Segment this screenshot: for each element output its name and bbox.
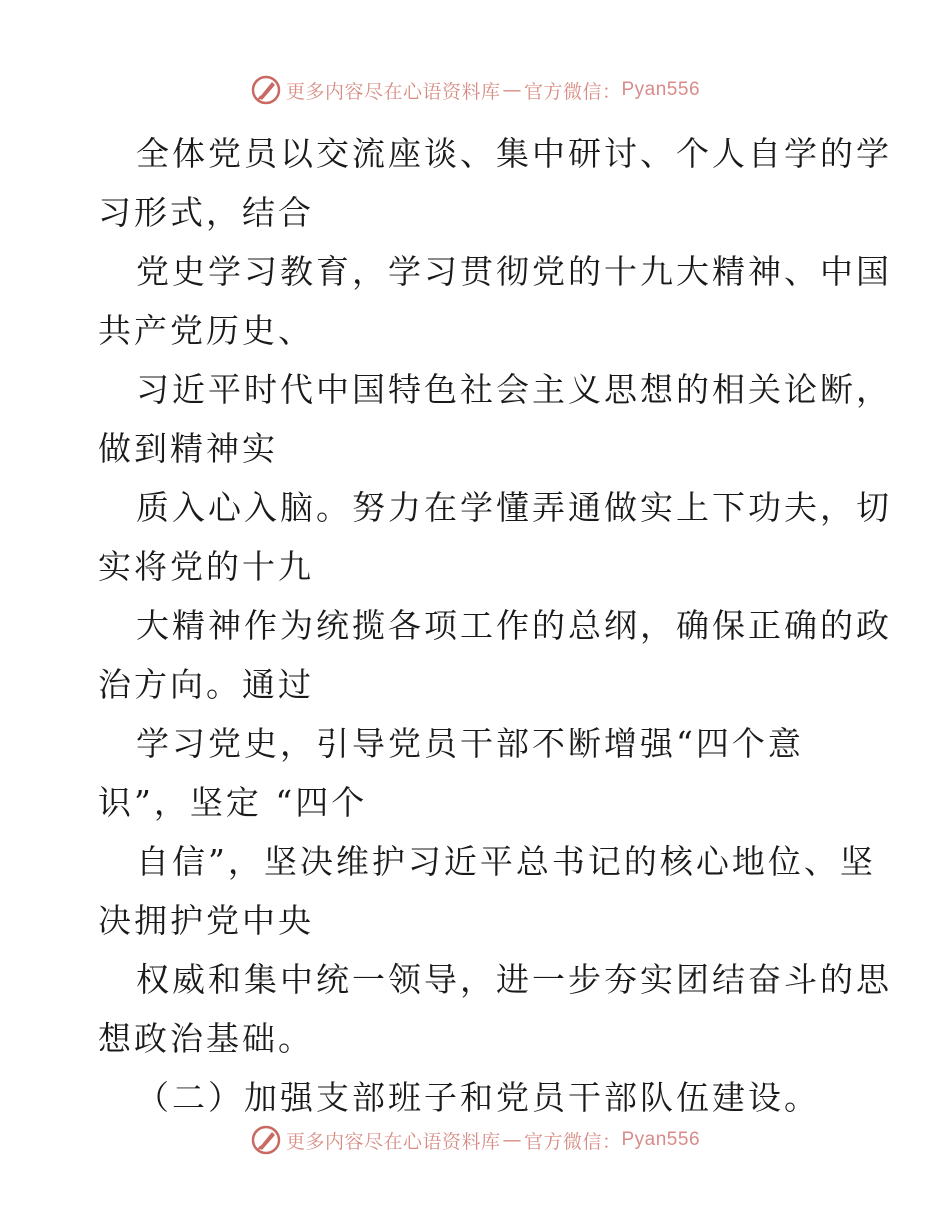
body-text-line: 决拥护党中央 (98, 901, 314, 940)
body-text-line: 想政治基础。 (98, 1019, 314, 1058)
watermark-wechat-handle: Pyan556 (621, 79, 701, 100)
watermark-dash: — (502, 79, 522, 101)
watermark-wechat-handle: Pyan556 (621, 1129, 701, 1150)
watermark-wechat-label: 官方微信： (523, 1130, 622, 1153)
body-text-line: 实将党的十九 (98, 547, 314, 586)
watermark-dash: — (502, 1129, 522, 1151)
body-text-line: 治方向。通过 (98, 665, 314, 704)
watermark-text: 更多内容尽在心语资料库 (285, 80, 501, 103)
body-text-line: 大精神作为统揽各项工作的总纲，确保正确的政 (136, 606, 892, 645)
body-text-line: 全体党员以交流座谈、集中研讨、个人自学的学 (136, 134, 892, 173)
watermark-wechat-label: 官方微信： (523, 80, 622, 103)
quill-pen-logo-icon (250, 74, 282, 106)
body-text-line: 共产党历史、 (98, 311, 314, 350)
body-text-line: 自信”，坚决维护习近平总书记的核心地位、坚 (136, 842, 876, 881)
body-text-line: 识”，坚定 “四个 (98, 783, 368, 822)
body-text-line: （二）加强支部班子和党员干部队伍建设。 (136, 1078, 820, 1117)
watermark-text: 更多内容尽在心语资料库 (285, 1130, 501, 1153)
body-text-line: 学习党史，引导党员干部不断增强“四个意 (136, 724, 804, 763)
footer-watermark (0, 1120, 950, 1160)
document-body (98, 124, 892, 1127)
body-text-line: 权威和集中统一领导，进一步夯实团结奋斗的思 (136, 960, 892, 999)
quill-pen-logo-icon (250, 1124, 282, 1156)
body-text-line: 习形式，结合 (98, 193, 314, 232)
body-text-line: 习近平时代中国特色社会主义思想的相关论断， (136, 370, 892, 409)
body-text-line: 党史学习教育，学习贯彻党的十九大精神、中国 (136, 252, 892, 291)
body-text-line: 做到精神实 (98, 429, 278, 468)
header-watermark (0, 70, 950, 110)
body-text-line: 质入心入脑。努力在学懂弄通做实上下功夫，切 (136, 488, 892, 527)
